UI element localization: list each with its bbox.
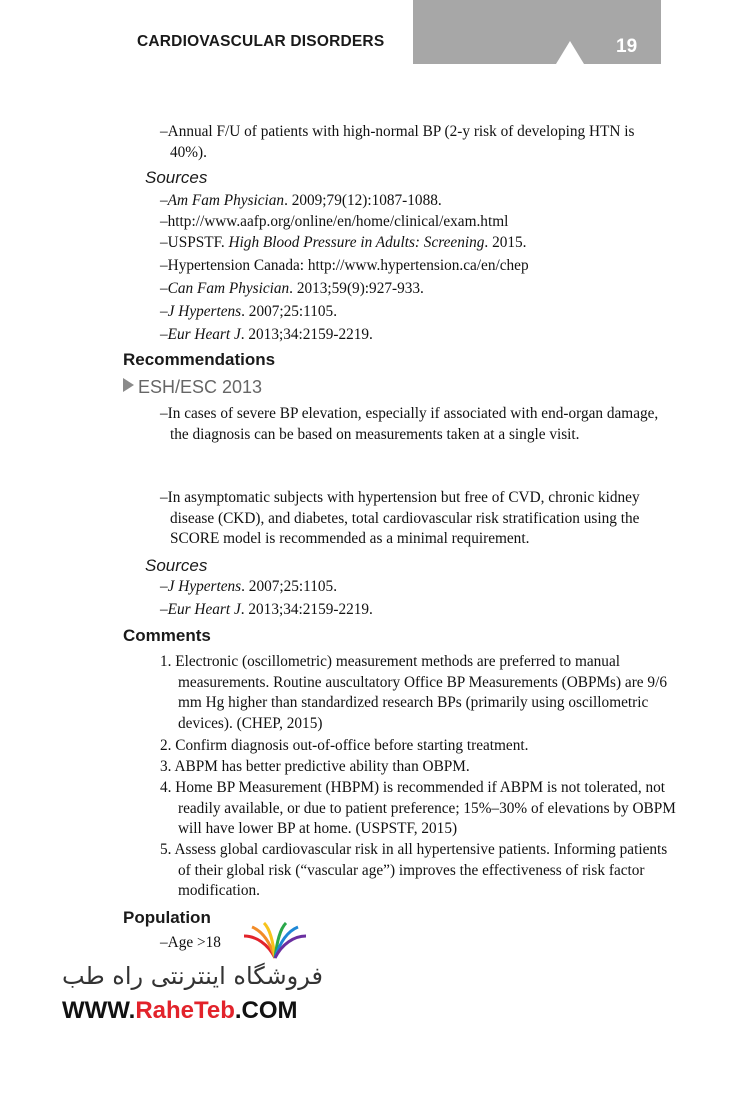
source-item: –J Hypertens. 2007;25:1105. — [160, 303, 338, 320]
source-item: –USPSTF. High Blood Pressure in Adults: Screening. 2015. — [160, 234, 527, 251]
triangle-bullet-icon — [123, 378, 134, 392]
comments-heading: Comments — [123, 626, 211, 645]
sources-heading: Sources — [145, 556, 208, 575]
source-item: –Am Fam Physician. 2009;79(12):1087-1088. — [160, 192, 442, 209]
source-item: –Eur Heart J. 2013;34:2159-2219. — [160, 326, 373, 343]
population-heading: Population — [123, 908, 211, 927]
comment-item: 1. Electronic (oscillometric) measurement methods are preferred to manual measurements. Routine auscultatory Office BP Measurements (OBPMs) are 9/6 mm Hg higher than standardized research BPs (primarily using oscillometric devices). (CHEP, 2015) — [160, 653, 667, 732]
watermark-url: WWW.RaheTeb.COM — [62, 997, 298, 1024]
comment-item: 2. Confirm diagnosis out-of-office before starting treatment. — [160, 737, 529, 754]
comment-item: 4. Home BP Measurement (HBPM) is recommended if ABPM is not tolerated, not readily available, or due to patient preference; 15%–30% of elevations by OBPM will have lower BP at home. (USPSTF, 2015) — [160, 779, 676, 837]
source-item: –Eur Heart J. 2013;34:2159-2219. — [160, 601, 373, 618]
source-item: –Can Fam Physician. 2013;59(9):927-933. — [160, 280, 424, 297]
running-header-title: CARDIOVASCULAR DISORDERS — [137, 33, 385, 50]
list-item-annual-followup: –Annual F/U of patients with high-normal BP (2-y risk of developing HTN is 40%). — [160, 123, 635, 161]
header-notch — [556, 41, 584, 64]
recommendations-heading: Recommendations — [123, 350, 276, 369]
source-item: –http://www.aafp.org/online/en/home/clinical/exam.html — [160, 213, 509, 230]
source-item: –Hypertension Canada: http://www.hypertension.ca/en/chep — [160, 257, 529, 274]
recommendation-item: –In cases of severe BP elevation, especially if associated with end-organ damage, the diagnosis can be based on measurements taken at a single visit. — [160, 405, 659, 443]
sources-heading: Sources — [145, 168, 208, 187]
source-item: –J Hypertens. 2007;25:1105. — [160, 578, 338, 595]
recommendation-item: –In asymptomatic subjects with hypertension but free of CVD, chronic kidney disease (CKD), and diabetes, total cardiovascular risk stratification using the SCORE model is recommended as a minimal requirement. — [160, 489, 640, 547]
guideline-subheading: ESH/ESC 2013 — [123, 377, 262, 398]
page-number: 19 — [616, 36, 638, 57]
comment-item: 5. Assess global cardiovascular risk in all hypertensive patients. Informing patients of their global risk (“vascular age”) improves the effectiveness of risk factor modification. — [160, 841, 668, 899]
population-item: –Age >18 — [160, 934, 221, 951]
watermark-persian-text: فروشگاه اینترنتی راه طب — [62, 962, 323, 990]
comment-item: 3. ABPM has better predictive ability than OBPM. — [160, 758, 470, 775]
books-logo-icon — [240, 922, 310, 962]
